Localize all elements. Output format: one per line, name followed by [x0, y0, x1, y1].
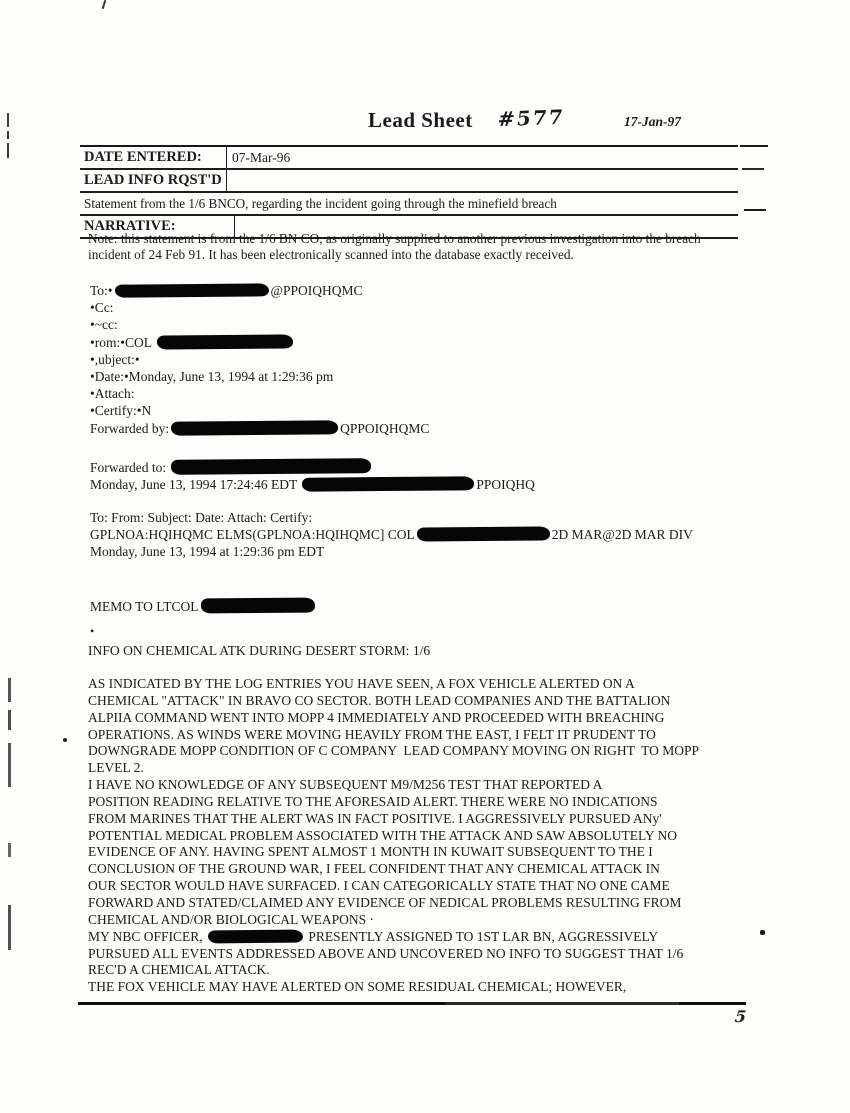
scan-artifact — [740, 145, 768, 147]
scan-artifact — [8, 843, 11, 857]
text-segment: Forwarded to: — [90, 460, 170, 475]
text-segment: FROM MARINES THAT THE ALERT WAS IN FACT POSITIVE. I AGGRESSIVELY PURSUED ANy' — [88, 810, 662, 826]
redaction-bar — [208, 929, 303, 943]
text-segment: I HAVE NO KNOWLEDGE OF ANY SUBSEQUENT M9/M256 TEST THAT REPORTED A — [88, 777, 603, 793]
text-segment: 2D MAR@2D MAR DIV — [551, 527, 693, 543]
table-row-date-entered — [80, 147, 738, 170]
header-date: 17-Jan-97 — [624, 114, 681, 129]
scan-artifact — [102, 0, 107, 9]
text-line — [90, 351, 429, 368]
redaction-bar — [200, 598, 314, 614]
note-paragraph: Note: this statement is from the 1/6 BN CO, as originally supplied to another previous investigation into the breach incident of 24 Feb 91. It has been electronically scanned into the database exactly received. — [88, 231, 701, 263]
text-line — [88, 895, 699, 912]
date-entered-value: 07-Mar-96 — [232, 149, 291, 165]
table-row-lead-info — [80, 170, 738, 193]
routing-block — [90, 509, 693, 561]
text-segment: CHEMICAL "ATTACK" IN BRAVO CO SECTOR. BOTH LEAD COMPANIES AND THE BATTALION — [88, 692, 671, 708]
text-line — [88, 912, 699, 929]
scan-artifact — [8, 743, 11, 787]
redaction-bar — [171, 420, 338, 435]
text-line — [88, 743, 699, 760]
text-segment: •Certify:•N — [90, 403, 152, 419]
text-segment: AS INDICATED BY THE LOG ENTRIES YOU HAVE SEEN, A FOX VEHICLE ALERTED ON A — [88, 676, 635, 691]
text-segment: THE FOX VEHICLE MAY HAVE ALERTED ON SOME RESIDUAL CHEMICAL; HOWEVER, — [88, 979, 627, 995]
text-segment: •Cc: — [90, 300, 114, 316]
text-line — [88, 844, 699, 861]
text-line — [90, 459, 535, 476]
sheet-number: #577 — [496, 104, 566, 132]
text-segment: @PPOIQHQMC — [270, 283, 363, 298]
text-segment: •rom:•COL — [90, 334, 155, 350]
scan-artifact — [63, 738, 67, 742]
text-line — [88, 693, 699, 710]
text-line — [88, 946, 699, 963]
memo-to-line — [90, 598, 317, 615]
text-line — [90, 509, 693, 526]
redaction-bar — [157, 334, 293, 349]
redaction-bar — [302, 476, 474, 492]
text-line — [90, 476, 535, 493]
text-segment: OUR SECTOR WOULD HAVE SURFACED. I CAN CATEGORICALLY STATE THAT NO ONE CAME — [88, 878, 670, 894]
forwarded-block — [90, 459, 535, 493]
page-title: Lead Sheet — [368, 108, 473, 132]
memo-subject: INFO ON CHEMICAL ATK DURING DESERT STORM: 1/6 — [88, 643, 431, 658]
scan-artifact — [760, 930, 765, 935]
header-row — [0, 106, 850, 136]
text-line — [88, 727, 699, 744]
scan-artifact — [8, 710, 11, 730]
text-segment: QPPOIQHQMC — [340, 420, 430, 436]
text-line — [90, 526, 693, 543]
text-segment: PURSUED ALL EVENTS ADDRESSED ABOVE AND UNCOVERED NO INFO TO SUGGEST THAT 1/6 — [88, 945, 684, 961]
text-segment: REC'D A CHEMICAL ATTACK. — [88, 962, 270, 978]
text-line — [90, 385, 429, 402]
stray-bullet: • — [90, 624, 95, 638]
text-segment: ALPIIA COMMAND WENT INTO MOPP 4 IMMEDIATELY AND PROCEEDED WITH BREACHING — [88, 709, 665, 725]
date-entered-label: DATE ENTERED: — [80, 147, 227, 168]
text-segment: OPERATIONS. AS WINDS WERE MOVING HEAVILY FROM THE EAST, I FELT IT PRUDENT TO — [88, 726, 656, 742]
redaction-bar — [114, 283, 268, 297]
text-line — [90, 420, 429, 437]
scan-artifact — [742, 168, 764, 170]
text-segment: •~cc: — [90, 317, 118, 333]
memo-body — [88, 676, 699, 996]
statement-text: Statement from the 1/6 BNCO, regarding the incident going through the minefield breach — [84, 195, 557, 211]
text-line — [88, 929, 699, 946]
text-line — [90, 543, 693, 560]
text-line — [88, 777, 699, 794]
text-segment: Forwarded by: — [90, 420, 170, 436]
bottom-rule — [78, 1002, 746, 1005]
text-segment: FORWARD AND STATED/CLAIMED ANY EVIDENCE OF NEDICAL PROBLEMS RESULTING FROM — [88, 894, 682, 910]
text-line — [90, 368, 429, 385]
text-segment: Monday, June 13, 1994 at 1:29:36 pm EDT — [90, 544, 325, 560]
text-line — [88, 811, 699, 828]
text-segment: •,ubject:• — [90, 351, 140, 367]
table-row-statement — [80, 193, 738, 216]
text-segment: POTENTIAL MEDICAL PROBLEM ASSOCIATED WITH THE ATTACK AND SAW ABSOLUTELY NO — [88, 827, 677, 843]
text-line — [90, 316, 429, 333]
text-segment: EVIDENCE OF ANY. HAVING SPENT ALMOST 1 MONTH IN KUWAIT SUBSEQUENT TO THE I — [88, 844, 653, 860]
text-segment: CHEMICAL AND/OR BIOLOGICAL WEAPONS · — [88, 911, 374, 927]
text-line — [88, 828, 699, 845]
text-line — [90, 282, 429, 299]
text-line — [88, 962, 699, 979]
text-line — [88, 979, 699, 996]
scan-artifact — [8, 678, 11, 702]
text-segment: DOWNGRADE MOPP CONDITION OF C COMPANY LEAD COMPANY MOVING ON RIGHT TO MOPP — [88, 743, 700, 759]
text-segment: POSITION READING RELATIVE TO THE AFORESAID ALERT. THERE WERE NO INDICATIONS — [88, 793, 658, 809]
text-segment: CONCLUSION OF THE GROUND WAR, I FEEL CONFIDENT THAT ANY CHEMICAL ATTACK IN — [88, 861, 660, 877]
scan-artifact — [8, 905, 11, 950]
text-line — [90, 402, 429, 419]
text-line — [88, 861, 699, 878]
text-line — [90, 299, 429, 316]
text-line — [88, 760, 699, 777]
text-line — [88, 878, 699, 895]
page-number: 5 — [734, 1007, 748, 1026]
text-segment: PRESENTLY ASSIGNED TO 1ST LAR BN, AGGRESSIVELY — [305, 928, 659, 944]
text-segment: •Attach: — [90, 386, 135, 402]
text-segment: MEMO TO LTCOL — [90, 599, 199, 614]
text-line — [90, 334, 429, 351]
lead-info-label: LEAD INFO RQST'D — [80, 170, 227, 191]
lead-info-value — [227, 170, 232, 191]
text-line — [88, 676, 699, 693]
scan-artifact — [744, 209, 766, 211]
narrative-label: NARRATIVE: — [80, 216, 235, 237]
text-line — [88, 710, 699, 727]
text-segment: To: From: Subject: Date: Attach: Certify: — [90, 510, 313, 525]
redaction-bar — [417, 527, 550, 542]
email-header-block — [90, 282, 429, 437]
text-segment: To:• — [90, 283, 113, 298]
text-segment: •Date:•Monday, June 13, 1994 at 1:29:36 pm — [90, 368, 334, 384]
text-segment: Monday, June 13, 1994 17:24:46 EDT — [90, 477, 301, 493]
text-segment: GPLNOA:HQIHQMC ELMS(GPLNOA:HQIHQMC] COL — [90, 527, 415, 543]
lead-info-table — [80, 145, 738, 239]
text-line — [90, 598, 317, 615]
text-segment: PPOIQHQ — [476, 477, 535, 493]
redaction-bar — [171, 458, 371, 475]
text-line — [88, 794, 699, 811]
scan-artifact — [7, 143, 9, 158]
text-segment: MY NBC OFFICER, — [88, 928, 207, 944]
text-segment: LEVEL 2. — [88, 760, 144, 776]
